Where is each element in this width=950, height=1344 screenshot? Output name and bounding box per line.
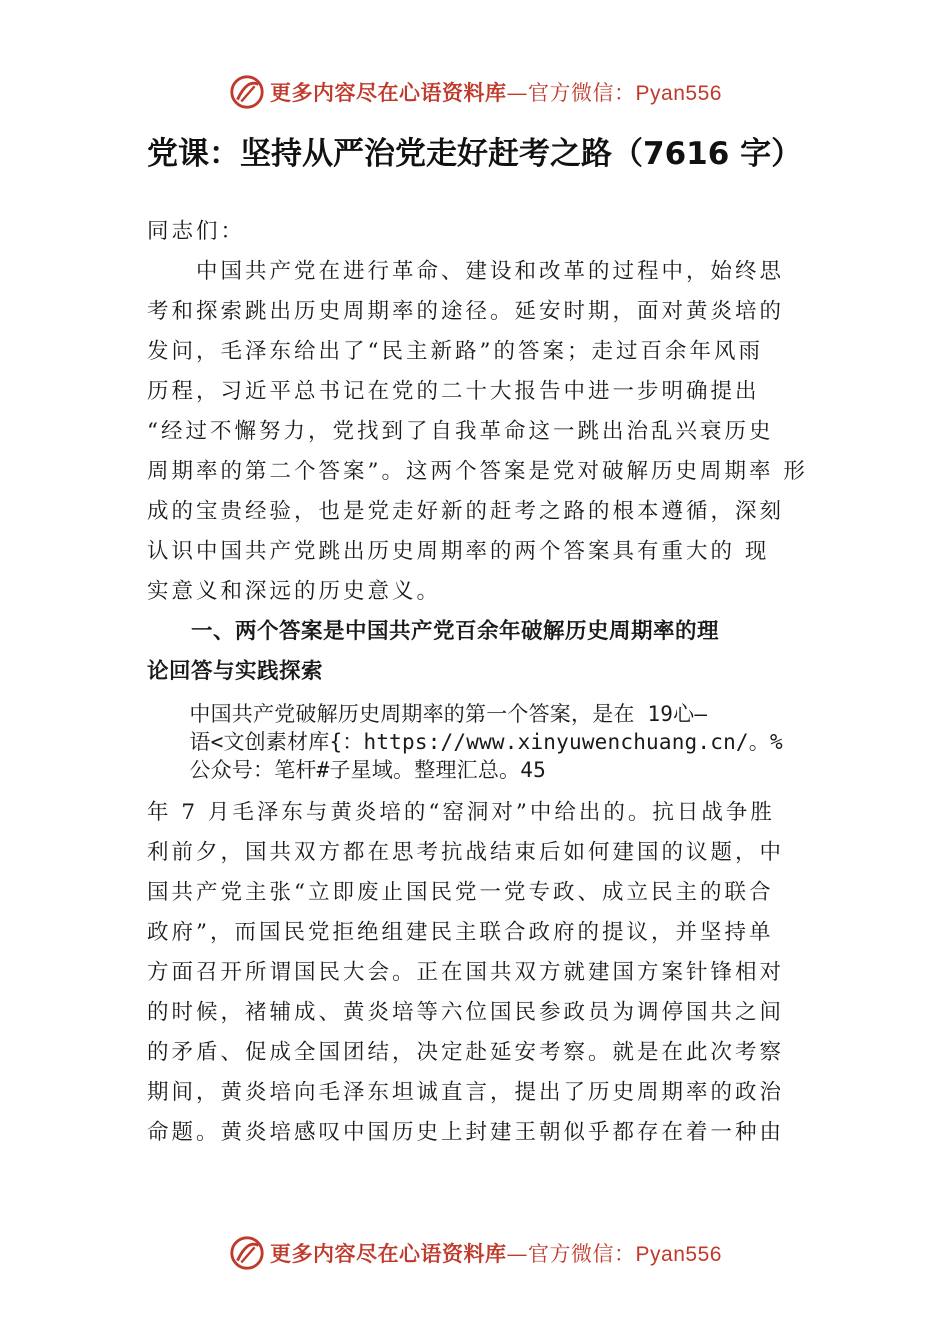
paragraph-line: 考和探索跳出历史周期率的途径。延安时期，面对黄炎培的 (147, 299, 785, 324)
header-banner (0, 72, 950, 112)
greeting: 同志们： (147, 219, 246, 244)
mono-line: 公众号：笔杆#子星域。整理汇总。45 (147, 758, 546, 782)
paragraph-line: 实意义和深远的历史意义。 (147, 579, 442, 604)
paragraph-line: 方面召开所谓国民大会。正在国共双方就建国方案针锋相对 (147, 960, 785, 985)
banner-wechat-id: Pyan556 (635, 82, 722, 105)
paragraph-line: 历程，习近平总书记在党的二十大报告中进一步明确提出 (147, 379, 760, 404)
mono-line: 语<文创素材库{：https://www.xinyuwenchuang.cn/。% (147, 730, 783, 754)
section-heading-1 (147, 612, 812, 692)
logo-icon (228, 73, 266, 111)
paragraph-line: 周期率的第二个答案”。这两个答案是党对破解历史周期率 形 (147, 459, 808, 484)
paragraph-line: 政府”，而国民党拒绝组建民主联合政府的提议，并坚持单 (147, 920, 774, 945)
heading-line: 一、两个答案是中国共产党百余年破解历史周期率的理 (147, 619, 720, 644)
paragraph-line: 命题。黄炎培感叹中国历史上封建王朝似乎都存在着一种由 (147, 1120, 785, 1145)
banner-dash: — (506, 81, 529, 105)
paragraph-line: 国共产党主张“立即废止国民党一党专政、成立民主的联合 (147, 880, 774, 905)
paragraph-line: 的时候，褚辅成、黄炎培等六位国民参政员为调停国共之间 (147, 1000, 785, 1025)
footer-banner (0, 1233, 950, 1273)
paragraph-line: “经过不懈努力，党找到了自我革命这一跳出治乱兴衰历史 (147, 419, 774, 444)
banner-text (270, 1238, 722, 1268)
banner-library: 更多内容尽在心语资料库 (270, 1241, 507, 1266)
banner-dash: — (506, 1242, 529, 1266)
paragraph-line: 期间，黄炎培向毛泽东坦诚直言，提出了历史周期率的政治 (147, 1080, 785, 1105)
paragraph-2 (147, 793, 812, 1153)
greeting-block (147, 212, 812, 252)
banner-text (270, 77, 722, 107)
banner-wechat-label: 官方微信： (528, 81, 636, 105)
paragraph-line: 认识中国共产党跳出历史周期率的两个答案具有重大的 现 (147, 539, 770, 564)
paragraph-line: 利前夕，国共双方都在思考抗战结束后如何建国的议题，中 (147, 840, 785, 865)
mono-line: 中国共产党破解历史周期率的第一个答案，是在 19心— (147, 702, 708, 726)
paragraph-line: 发问，毛泽东给出了“民主新路”的答案；走过百余年风雨 (147, 339, 763, 364)
banner-library: 更多内容尽在心语资料库 (270, 80, 507, 105)
paragraph-line: 中国共产党在进行革命、建设和改革的过程中，始终思 (147, 259, 785, 284)
banner-wechat-id: Pyan556 (635, 1243, 722, 1266)
paragraph-line: 的矛盾、促成全国团结，决定赴延安考察。就是在此次考察 (147, 1040, 785, 1065)
page-title: 党课：坚持从严治党走好赶考之路（7616 字） (147, 136, 803, 172)
watermark-insert-block (147, 700, 847, 784)
paragraph-1 (147, 252, 812, 612)
logo-icon (228, 1234, 266, 1272)
heading-line: 论回答与实践探索 (147, 659, 324, 684)
paragraph-line: 年 7 月毛泽东与黄炎培的“窑洞对”中给出的。抗日战争胜 (147, 800, 775, 825)
banner-wechat-label: 官方微信： (528, 1242, 636, 1266)
paragraph-line: 成的宝贵经验，也是党走好新的赶考之路的根本遵循，深刻 (147, 499, 785, 524)
